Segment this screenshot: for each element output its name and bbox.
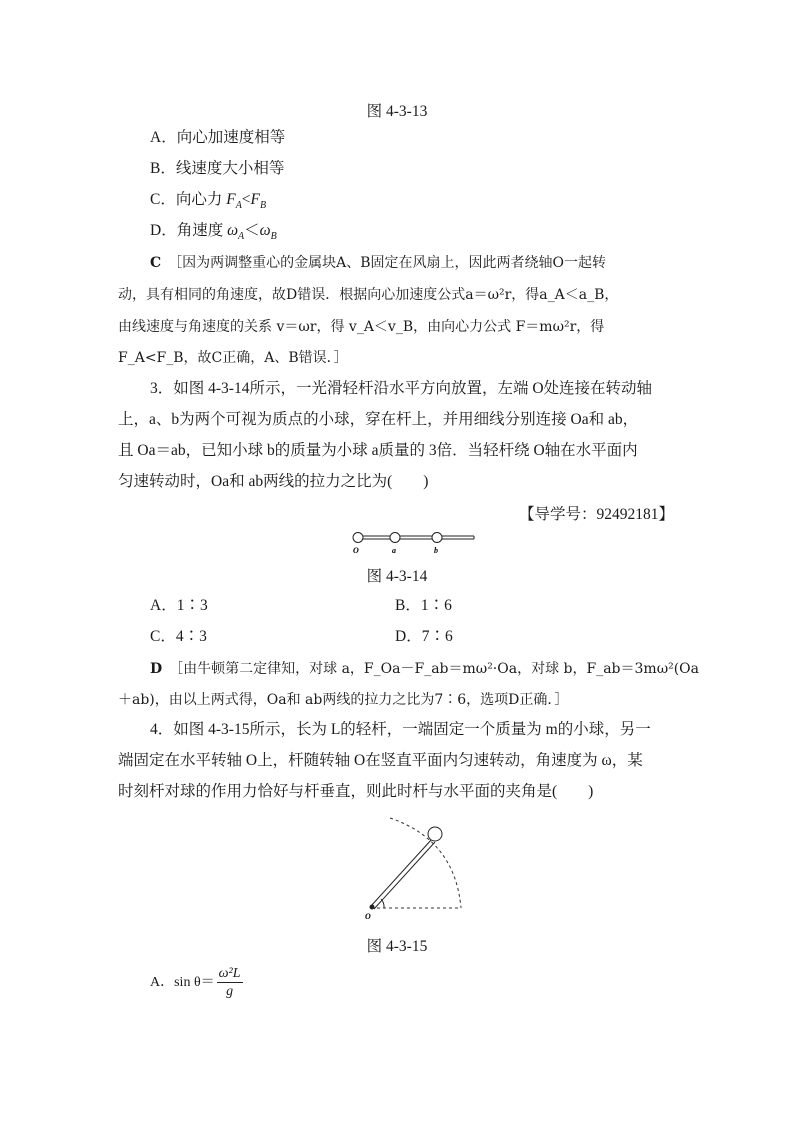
pivot-circle-o [353, 533, 363, 543]
angle-theta-arc [381, 899, 384, 908]
fraction-denominator: g [226, 984, 234, 999]
q2-option-d: D．角速度 $\omega_A<\omega_B$ [150, 222, 277, 243]
q2-answer-line-3: 由线速度与角速度的关系 v＝ωr，得 v_A＜v_B，由向心力公式 F＝mω²r，得 [118, 319, 605, 335]
q4-option-a [150, 965, 243, 1000]
q4-line-3: 时刻杆对球的作用力恰好与杆垂直，则此时杆与水平面的夹角是( ) [118, 783, 594, 800]
rod-edge-1 [371, 839, 432, 906]
label-b: b [434, 546, 438, 555]
q3-answer-line-2: ＋ab)，由以上两式得，Oa和 ab两线的拉力之比为7∶6，选项D正确．］ [118, 692, 569, 708]
fraction-numerator: ω²L [218, 966, 241, 981]
q4-line-1: 4．如图 4-3-15所示，长为 L的轻杆，一端固定一个质量为 m的小球，另一 [150, 721, 651, 738]
q3-option-a: A．1∶3 [150, 597, 208, 614]
q3-answer-letter: D [150, 661, 163, 677]
ball-a [390, 533, 400, 543]
q3-line-4: 匀速转动时，Oa和 ab两线的拉力之比为( ) [118, 473, 429, 490]
q2-option-a: A．向心加速度相等 [150, 129, 286, 146]
q3-option-d: D．7∶6 [395, 628, 453, 645]
q4-option-a-prefix: A．sin θ＝ [150, 975, 215, 991]
circular-path-arc [390, 818, 461, 908]
q2-answer-letter: C [150, 255, 162, 271]
figure-caption-4-3-14: 图 4-3-14 [366, 568, 428, 585]
q2-option-c-prefix: C．向心力 [150, 191, 227, 208]
q3-line-3: 且 Oa＝ab，已知小球 b的质量为小球 a质量的 3倍．当轻杆绕 O轴在水平面内 [118, 442, 638, 459]
q4-line-2: 端固定在水平转轴 O上，杆随转轴 O在竖直平面内匀速转动，角速度为 ω，某 [118, 752, 643, 769]
ball-b [432, 533, 442, 543]
q3-answer-line-1 [150, 658, 699, 680]
q2-answer-text-1: ［因为两调整重心的金属块A、B固定在风扇上，因此两者绕轴O一起转 [175, 255, 607, 271]
figure-caption-4-3-13: 图 4-3-13 [366, 103, 428, 120]
label-o: O [353, 546, 359, 555]
pivot-o [370, 905, 375, 910]
q3-option-c: C．4∶3 [150, 628, 207, 645]
q2-option-d-prefix: D．角速度 [150, 222, 228, 239]
label-a: a [392, 546, 396, 555]
figure-caption-4-3-15: 图 4-3-15 [366, 938, 428, 955]
q3-answer-text-1: ［由牛顿第二定律知，对球 a，F_Oa－F_ab＝mω²·Oa，对球 b，F_ab＝3mω²(Oa [176, 661, 700, 677]
q2-answer-line-1 [150, 252, 606, 274]
rod-figure-4-3-15 [355, 810, 475, 925]
q2-option-b: B．线速度大小相等 [150, 160, 285, 177]
q2-answer-line-2: 动，具有相同的角速度，故D错误．根据向心加速度公式a＝ω²r，得a_A＜a_B， [118, 287, 619, 303]
label-pivot-o: O [365, 912, 371, 921]
q3-line-2: 上，a、b为两个可视为质点的小球，穿在杆上，并用细线分别连接 Oa和 ab， [118, 411, 639, 428]
rod-edge-2 [374, 842, 435, 909]
q3-option-b: B．1∶6 [395, 597, 452, 614]
ball-m [428, 827, 442, 841]
q2-option-c: C．向心力 $F_A<F_B$ [150, 191, 267, 212]
rod-figure-4-3-14 [340, 526, 480, 556]
q4-option-a-fraction [217, 965, 243, 1000]
q3-line-1: 3．如图 4-3-14所示，一光滑轻杆沿水平方向放置，左端 O处连接在转动轴 [150, 380, 653, 397]
q2-answer-line-4: F_A<F_B，故C正确，A、B错误．］ [118, 350, 348, 366]
guide-number: 【导学号：92492181】 [518, 506, 674, 523]
